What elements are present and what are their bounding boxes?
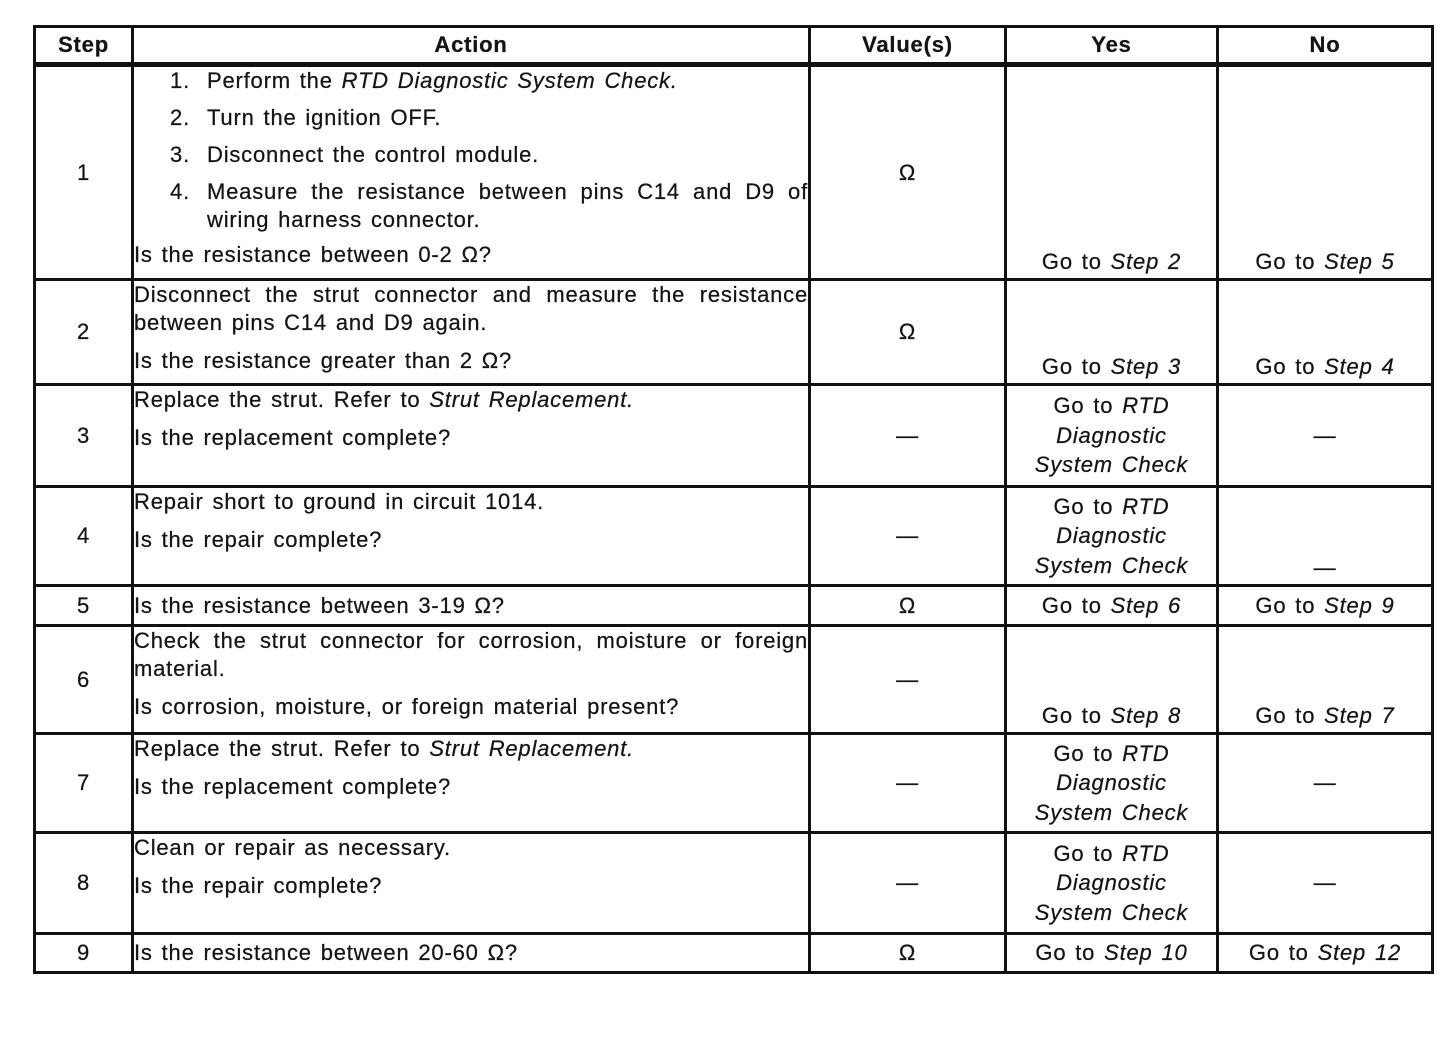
go-to-target: Step 6 [1110, 592, 1182, 618]
yes-cell [1006, 833, 1218, 934]
go-to-target: RTD Diagnostic System Check [1034, 740, 1189, 825]
go-to-target: RTD Diagnostic System Check [1034, 840, 1189, 925]
action-cell [133, 586, 810, 626]
value-cell [810, 934, 1006, 973]
step-cell [35, 833, 133, 934]
step-number: 7 [76, 770, 91, 795]
table-row [35, 734, 1433, 833]
go-to-target: Step 10 [1104, 940, 1188, 965]
step-number: 4 [76, 523, 91, 548]
go-to-text [1023, 739, 1201, 828]
no-cell [1218, 487, 1433, 586]
action-text: Check the strut connector for corrosion, moisture or foreign material. [134, 628, 808, 681]
list-number: 2. [170, 105, 190, 130]
action-question: Is corrosion, moisture, or foreign material present? [134, 694, 680, 719]
list-number: 1. [170, 68, 190, 93]
no-value: — [1313, 422, 1337, 448]
table-row [35, 586, 1433, 626]
header-row [35, 27, 1433, 65]
action-list-item [134, 178, 808, 234]
yes-cell [1006, 65, 1218, 280]
table-row [35, 934, 1433, 973]
action-question: Is the resistance greater than 2 Ω? [134, 348, 513, 373]
action-question: Is the resistance between 20-60 Ω? [134, 940, 518, 965]
no-cell [1218, 586, 1433, 626]
table-row [35, 626, 1433, 734]
action-question: Is the replacement complete? [134, 774, 451, 799]
table-row [35, 833, 1433, 934]
no-cell [1218, 626, 1433, 734]
table-row [35, 385, 1433, 487]
no-cell [1218, 385, 1433, 487]
action-question: Is the repair complete? [134, 527, 383, 552]
step-cell [35, 734, 133, 833]
step-number: 1 [76, 159, 91, 185]
table-row [35, 280, 1433, 385]
yes-cell [1006, 734, 1218, 833]
action-paragraph [134, 735, 808, 763]
go-to-prefix: Go to [1035, 940, 1096, 965]
step-number: 6 [76, 666, 91, 692]
no-cell [1218, 934, 1433, 973]
list-text: Turn the ignition OFF. [207, 105, 442, 130]
table-row [35, 65, 1433, 280]
go-to-prefix: Go to [1041, 592, 1102, 618]
yes-cell [1006, 626, 1218, 734]
no-cell [1218, 734, 1433, 833]
go-to-target: Step 8 [1110, 703, 1182, 728]
value-text: Ω [898, 319, 917, 344]
list-text: Measure the resistance between pins C14 and D9 of wiring harness connector. [207, 179, 808, 232]
go-to-prefix: Go to [1255, 354, 1316, 379]
step-number: 5 [76, 592, 91, 618]
go-to-target: Step 4 [1324, 354, 1395, 379]
step-number: 3 [76, 422, 91, 448]
value-text: — [896, 870, 919, 895]
go-to-prefix: Go to [1053, 493, 1114, 519]
yes-cell [1006, 385, 1218, 487]
action-cell [133, 626, 810, 734]
action-text: Perform the [207, 68, 333, 93]
cross-reference: Strut Replacement. [429, 736, 635, 761]
go-to-prefix: Go to [1255, 703, 1316, 728]
step-cell [35, 626, 133, 734]
action-text: Replace the strut. Refer to [134, 387, 421, 412]
action-list-item [134, 67, 808, 95]
yes-cell [1006, 586, 1218, 626]
action-cell [133, 833, 810, 934]
cross-reference: Strut Replacement. [429, 387, 635, 412]
go-to-text [1023, 839, 1201, 928]
action-list-item [134, 141, 808, 169]
no-value: — [1313, 555, 1337, 580]
list-number: 4. [170, 179, 190, 204]
go-to-target: Step 3 [1110, 354, 1182, 379]
table-row [35, 487, 1433, 586]
step-number: 2 [76, 319, 91, 344]
action-list-item [134, 104, 808, 132]
no-cell [1218, 280, 1433, 385]
value-text: — [896, 523, 919, 548]
value-text: Ω [898, 592, 917, 618]
step-number: 9 [76, 940, 91, 965]
list-number: 3. [170, 142, 190, 167]
header-yes: Yes [1006, 27, 1218, 65]
no-value: — [1313, 870, 1337, 895]
go-to-target: Step 5 [1324, 249, 1395, 274]
go-to-prefix: Go to [1041, 354, 1102, 379]
action-text: Replace the strut. Refer to [134, 736, 421, 761]
action-cell [133, 934, 810, 973]
step-cell [35, 280, 133, 385]
header-step: Step [35, 27, 133, 65]
value-text: — [896, 770, 919, 795]
action-cell [133, 385, 810, 487]
step-cell [35, 385, 133, 487]
value-cell [810, 833, 1006, 934]
action-cell [133, 280, 810, 385]
cross-reference: RTD Diagnostic System Check. [341, 68, 678, 93]
value-cell [810, 280, 1006, 385]
go-to-prefix: Go to [1248, 940, 1309, 965]
go-to-prefix: Go to [1041, 249, 1102, 274]
yes-cell [1006, 487, 1218, 586]
no-cell [1218, 65, 1433, 280]
go-to-prefix: Go to [1053, 840, 1114, 866]
action-text: Clean or repair as necessary. [134, 835, 451, 860]
go-to-text [1023, 391, 1201, 480]
list-text: Disconnect the control module. [207, 142, 540, 167]
go-to-prefix: Go to [1041, 703, 1102, 728]
action-text: Disconnect the strut connector and measure the resistance between pins C14 and D9 again. [134, 282, 808, 335]
value-cell [810, 734, 1006, 833]
step-cell [35, 586, 133, 626]
go-to-target: Step 7 [1324, 703, 1395, 728]
list-text [207, 67, 808, 95]
go-to-prefix: Go to [1053, 740, 1114, 766]
action-question: Is the resistance between 0-2 Ω? [134, 242, 492, 267]
step-cell [35, 934, 133, 973]
action-cell [133, 734, 810, 833]
go-to-target: Step 9 [1324, 592, 1395, 618]
action-cell [133, 487, 810, 586]
go-to-prefix: Go to [1255, 592, 1316, 618]
value-cell [810, 626, 1006, 734]
action-question: Is the replacement complete? [134, 425, 451, 450]
value-text: — [896, 666, 919, 692]
header-action: Action [133, 27, 810, 65]
value-cell [810, 65, 1006, 280]
value-text: Ω [898, 159, 917, 185]
action-cell [133, 65, 810, 280]
go-to-target: RTD Diagnostic System Check [1034, 493, 1189, 578]
step-number: 8 [76, 870, 91, 895]
step-cell [35, 487, 133, 586]
header-values: Value(s) [810, 27, 1006, 65]
go-to-target: Step 12 [1317, 940, 1402, 965]
action-question: Is the resistance between 3-19 Ω? [134, 592, 505, 618]
value-cell [810, 487, 1006, 586]
action-question: Is the repair complete? [134, 873, 383, 898]
yes-cell [1006, 934, 1218, 973]
go-to-prefix: Go to [1053, 393, 1114, 419]
go-to-prefix: Go to [1255, 249, 1316, 274]
header-no: No [1218, 27, 1433, 65]
action-paragraph [134, 386, 808, 414]
go-to-target: RTD Diagnostic System Check [1034, 393, 1189, 478]
go-to-text [1023, 492, 1201, 581]
diagnostic-table [33, 25, 1434, 974]
no-cell [1218, 833, 1433, 934]
value-cell [810, 586, 1006, 626]
no-value: — [1313, 770, 1337, 795]
value-cell [810, 385, 1006, 487]
step-cell [35, 65, 133, 280]
action-text: Repair short to ground in circuit 1014. [134, 489, 545, 514]
value-text: — [896, 422, 919, 448]
go-to-target: Step 2 [1110, 249, 1182, 274]
value-text: Ω [898, 940, 917, 965]
yes-cell [1006, 280, 1218, 385]
